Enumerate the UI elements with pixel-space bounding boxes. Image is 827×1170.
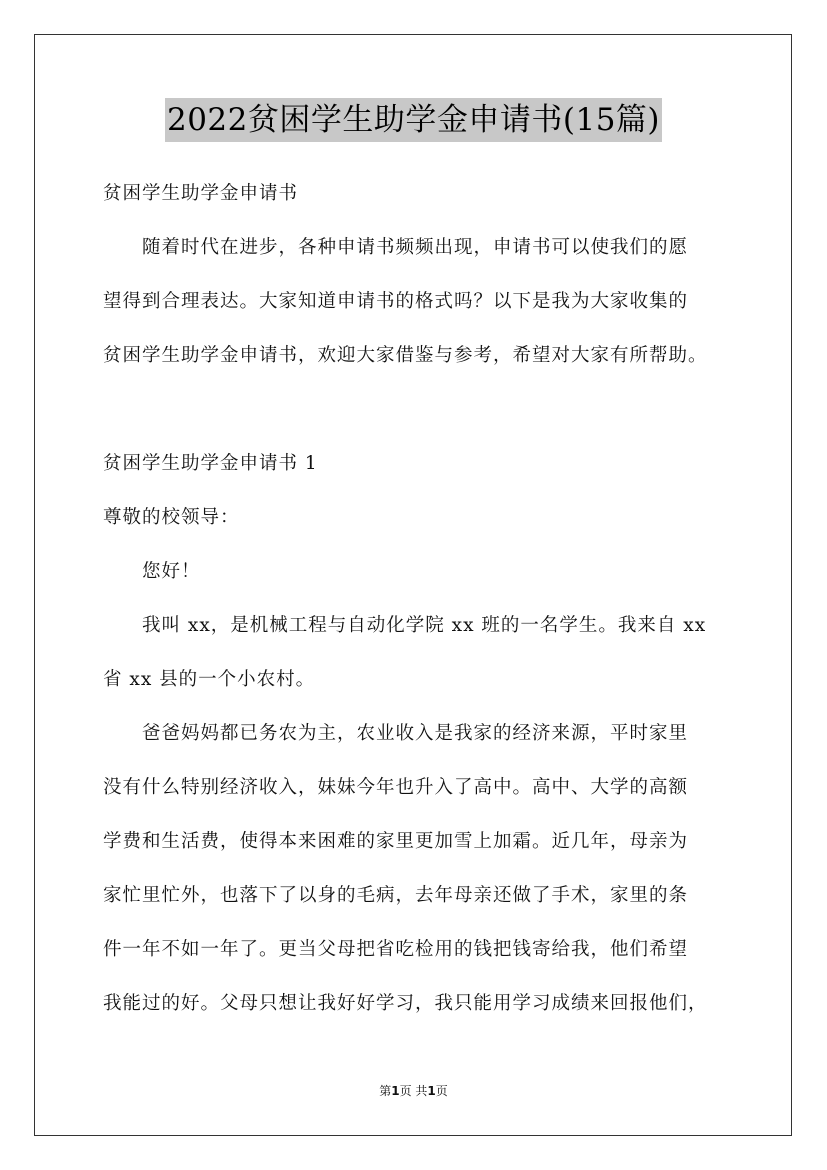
document-body [103, 172, 728, 1036]
title-area [0, 98, 827, 142]
para2-line-5: 件一年不如一年了。更当父母把省吃检用的钱把钱寄给我，他们希望 [103, 939, 689, 960]
footer-prefix: 第 [379, 1084, 392, 1098]
doc-heading: 贫困学生助学金申请书 [103, 183, 299, 204]
para2-line-3: 学费和生活费，使得本来困难的家里更加雪上加霜。近几年，母亲为 [103, 831, 689, 852]
footer-total-pages: 1 [427, 1084, 436, 1098]
para1-line-1: 我叫 xx，是机械工程与自动化学院 xx 班的一名学生。我来自 xx [142, 615, 707, 636]
para2-line-6: 我能过的好。父母只想让我好好学习，我只能用学习成绩来回报他们， [103, 993, 708, 1014]
footer-middle: 页 共 [399, 1084, 428, 1098]
intro-line-2: 望得到合理表达。大家知道申请书的格式吗？以下是我为大家收集的 [103, 291, 689, 312]
section-title: 贫困学生助学金申请书 1 [103, 453, 318, 474]
salutation: 尊敬的校领导： [103, 507, 240, 528]
intro-line-1: 随着时代在进步，各种申请书频频出现，申请书可以使我们的愿 [142, 237, 689, 258]
para1-line-2: 省 xx 县的一个小农村。 [103, 669, 316, 690]
page-footer [0, 1082, 827, 1099]
footer-page-number: 1 [391, 1084, 400, 1098]
para2-line-4: 家忙里忙外，也落下了以身的毛病，去年母亲还做了手术，家里的条 [103, 885, 689, 906]
footer-suffix: 页 [435, 1084, 448, 1098]
intro-line-3: 贫困学生助学金申请书，欢迎大家借鉴与参考，希望对大家有所帮助。 [103, 345, 708, 366]
document-title: 2022贫困学生助学金申请书(15篇) [165, 98, 662, 142]
greeting: 您好！ [142, 561, 201, 582]
para2-line-2: 没有什么特别经济收入，妹妹今年也升入了高中。高中、大学的高额 [103, 777, 689, 798]
para2-line-1: 爸爸妈妈都已务农为主，农业收入是我家的经济来源，平时家里 [142, 723, 689, 744]
